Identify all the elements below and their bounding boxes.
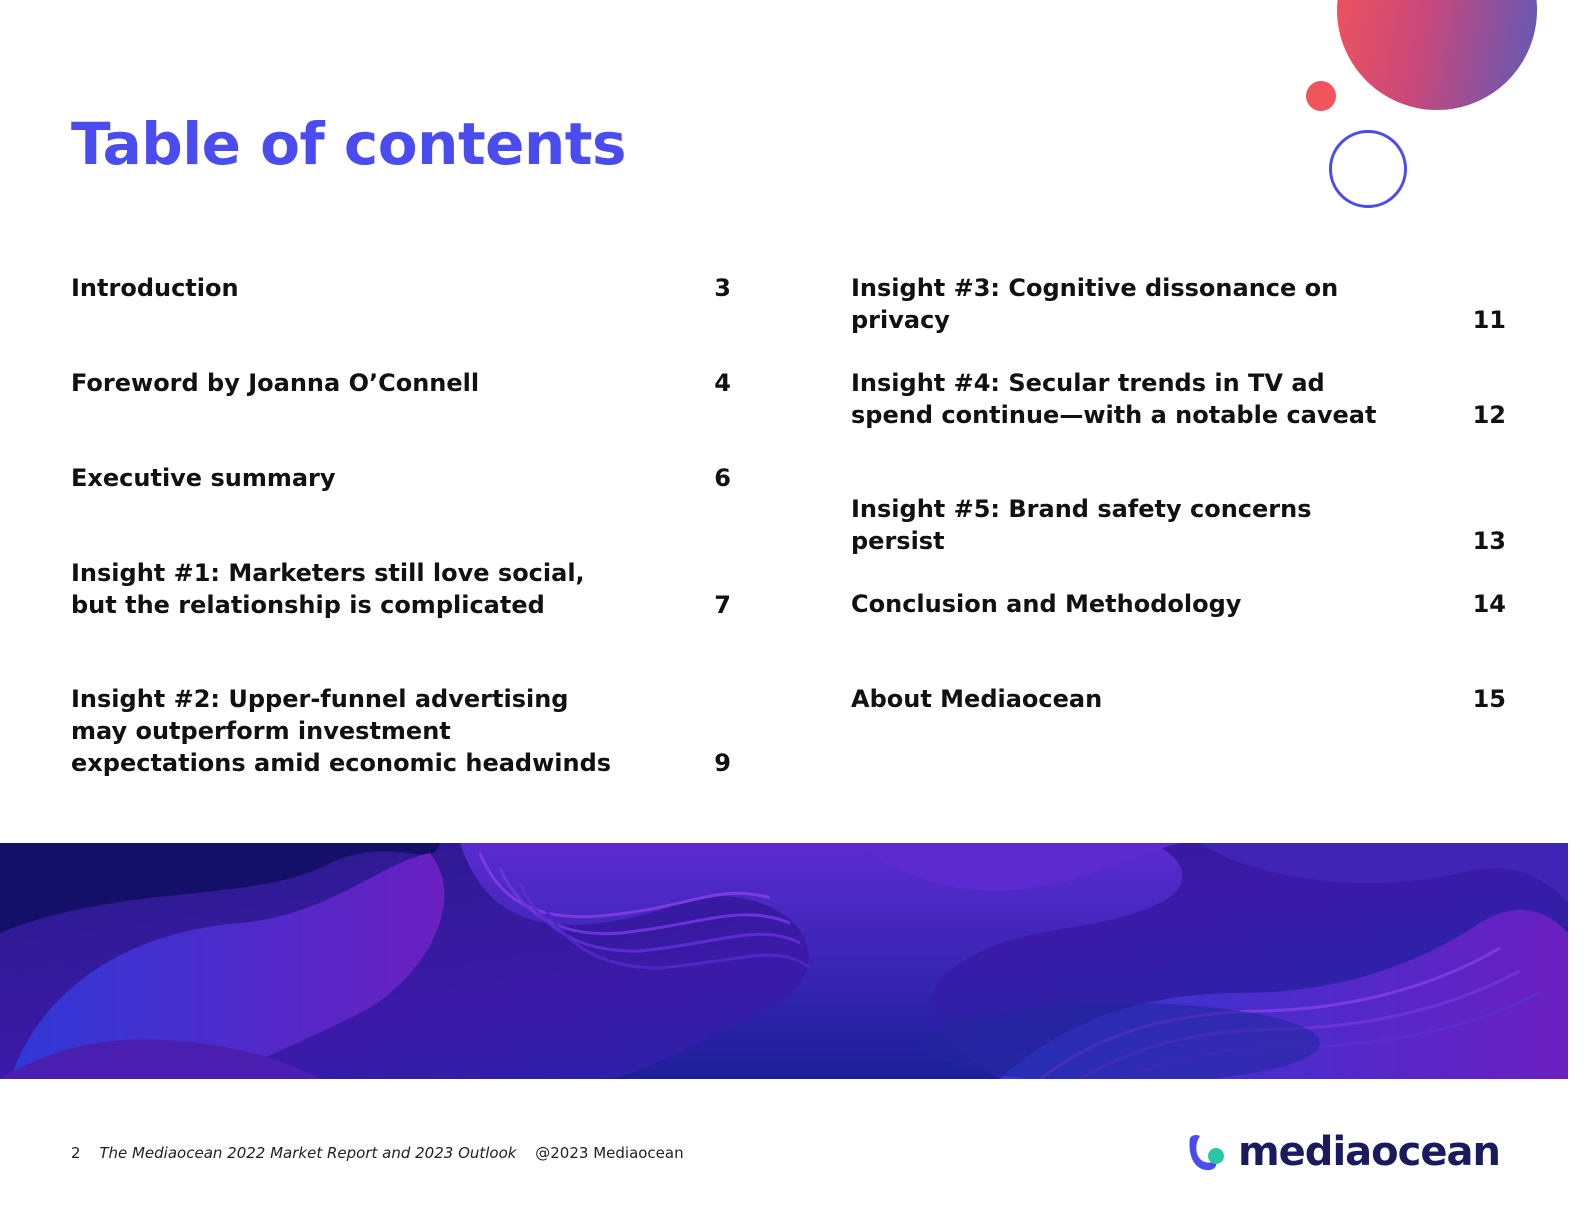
toc-label: Insight #2: Upper-funnel advertising may outperform investment expectations amid economic headwinds (71, 685, 612, 777)
toc-label: Conclusion and Methodology (851, 590, 1242, 618)
toc-entry-insight-3[interactable] (851, 272, 1506, 336)
toc-label: Insight #3: Cognitive dissonance on privacy (851, 274, 1339, 334)
toc-entry-foreword[interactable] (71, 367, 731, 399)
toc-page-number: 15 (1472, 685, 1506, 713)
decorative-blue-ring (1329, 130, 1407, 208)
toc-page-number: 14 (1472, 590, 1506, 618)
decorative-coral-dot (1306, 81, 1336, 111)
toc-page-number: 4 (714, 369, 731, 397)
toc-page-number: 3 (714, 274, 731, 302)
toc-page-number: 11 (1472, 306, 1506, 334)
toc-page-number: 9 (714, 749, 731, 777)
mediaocean-logo-icon (1186, 1132, 1232, 1174)
toc-entry-about[interactable] (851, 683, 1506, 715)
toc-entry-executive-summary[interactable] (71, 462, 731, 494)
toc-page-number: 7 (714, 591, 731, 619)
toc-entry-introduction[interactable] (71, 272, 731, 304)
toc-label: Executive summary (71, 464, 336, 492)
toc-entry-insight-5[interactable] (851, 493, 1506, 557)
decorative-gradient-circle (1337, 0, 1537, 110)
toc-label: Insight #5: Brand safety concerns persist (851, 495, 1312, 555)
toc-page-number: 6 (714, 464, 731, 492)
toc-entry-insight-4[interactable] (851, 367, 1506, 431)
toc-label: About Mediaocean (851, 685, 1103, 713)
mediaocean-wordmark: mediaocean (1238, 1129, 1500, 1175)
footer-report-title: The Mediaocean 2022 Market Report and 2023 Outlook (99, 1144, 517, 1162)
mediaocean-logo (1186, 1128, 1516, 1180)
toc-label: Insight #1: Marketers still love social, but the relationship is complicated (71, 559, 585, 619)
toc-page-number: 13 (1472, 527, 1506, 555)
abstract-wave-banner (0, 843, 1568, 1079)
toc-entry-insight-2[interactable] (71, 683, 731, 779)
toc-label: Insight #4: Secular trends in TV ad spend continue—with a notable caveat (851, 369, 1377, 429)
footer-copyright: @2023 Mediaocean (535, 1144, 684, 1162)
toc-label: Foreword by Joanna O’Connell (71, 369, 480, 397)
toc-page-number: 12 (1472, 401, 1506, 429)
page-title: Table of contents (71, 110, 627, 178)
toc-entry-insight-1[interactable] (71, 557, 731, 621)
footer-page-number: 2 (71, 1144, 81, 1162)
footer (71, 1144, 698, 1162)
toc-label: Introduction (71, 274, 239, 302)
toc-entry-conclusion[interactable] (851, 588, 1506, 620)
